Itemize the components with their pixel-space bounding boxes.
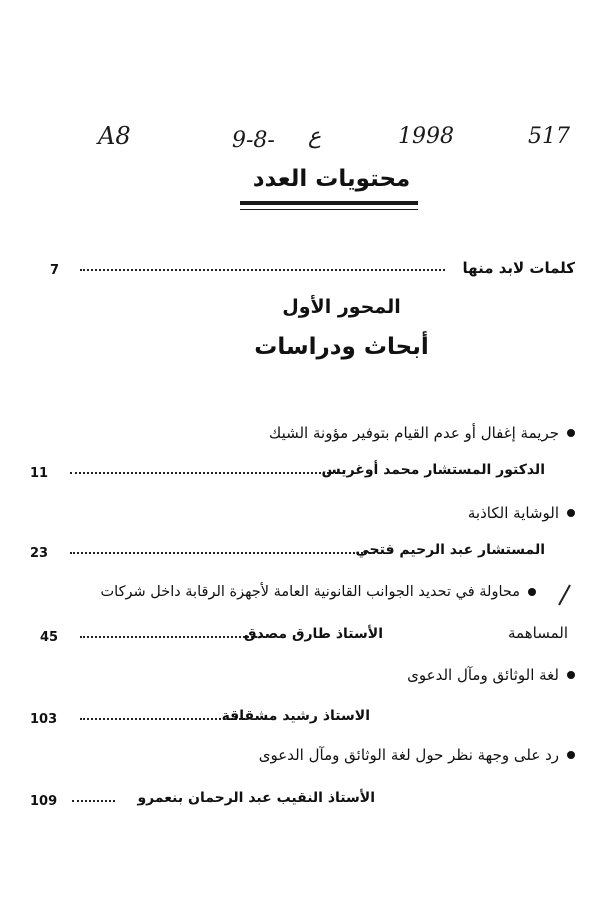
- entry-title: رد على وجهة نظر حول لغة الوثائق ومآل الدعوى: [258, 746, 559, 764]
- entry-title-continuation: المساهمة: [508, 624, 568, 642]
- toc-entry-author-line: [30, 542, 575, 568]
- dot-leader: [72, 800, 115, 802]
- entry-author: الأستاذ النقيب عبد الرحمان بنعمرو: [137, 790, 375, 806]
- bullet-icon: [567, 671, 575, 679]
- entry-page-number: 45: [40, 630, 59, 645]
- entry-page-number: 109: [30, 794, 58, 809]
- entry-title: الوشاية الكاذبة: [467, 504, 559, 522]
- section-title: أبحاث ودراسات: [254, 334, 429, 360]
- margin-pen-mark: [556, 583, 572, 607]
- entry-author: المستشار عبد الرحيم فتحي: [355, 542, 545, 558]
- dot-leader: [70, 472, 345, 474]
- toc-entry-author-line: [30, 708, 575, 734]
- entry-page-number: 11: [30, 466, 49, 481]
- toc-entry-title: [40, 746, 575, 772]
- intro-page-number: 7: [50, 263, 60, 278]
- toc-entry-author-line: [30, 462, 575, 488]
- bullet-icon: [567, 751, 575, 759]
- bullet-icon: [567, 429, 575, 437]
- dot-leader: [80, 269, 445, 271]
- toc-entry-author-line: [30, 790, 575, 816]
- page-title: محتويات العدد: [252, 166, 411, 192]
- entry-title: لغة الوثائق ومآل الدعوى: [407, 666, 559, 684]
- bullet-icon: [528, 588, 536, 596]
- entry-title: جريمة إغفال أو عدم القيام بتوفير مؤونة الشيك: [268, 424, 559, 442]
- entry-page-number: 103: [30, 712, 58, 727]
- entry-author: الاستاذ رشيد مشقاقة: [221, 708, 370, 724]
- entry-title: محاولة في تحديد الجوانب القانونية العامة لأجهزة الرقابة داخل شركات: [100, 584, 520, 600]
- handwritten-date-mark: ع: [308, 124, 322, 149]
- entry-author: الدكتور المستشار محمد أوغريس: [321, 462, 545, 478]
- bullet-icon: [567, 509, 575, 517]
- title-underline-thin: [240, 209, 418, 210]
- toc-entry-title: [30, 584, 536, 610]
- toc-intro-line: [40, 259, 575, 285]
- handwritten-year: 1998: [398, 124, 454, 149]
- entry-author: الأستاذ طارق مصدق: [244, 626, 383, 642]
- toc-entry-author-line: [40, 626, 575, 652]
- handwritten-right-code: 517: [528, 124, 570, 149]
- entry-page-number: 23: [30, 546, 49, 561]
- handwritten-left-code: A8: [98, 122, 131, 150]
- section-axis: المحور الأول: [282, 296, 401, 318]
- toc-entry-title: [40, 424, 575, 450]
- dot-leader: [80, 636, 265, 638]
- dot-leader: [80, 718, 245, 720]
- intro-label: كلمات لابد منها: [462, 259, 575, 277]
- dot-leader: [70, 552, 375, 554]
- title-underline-thick: [240, 201, 418, 205]
- toc-entry-title: [40, 504, 575, 530]
- toc-entry-title: [40, 666, 575, 692]
- handwritten-date: 9-8-: [232, 128, 275, 153]
